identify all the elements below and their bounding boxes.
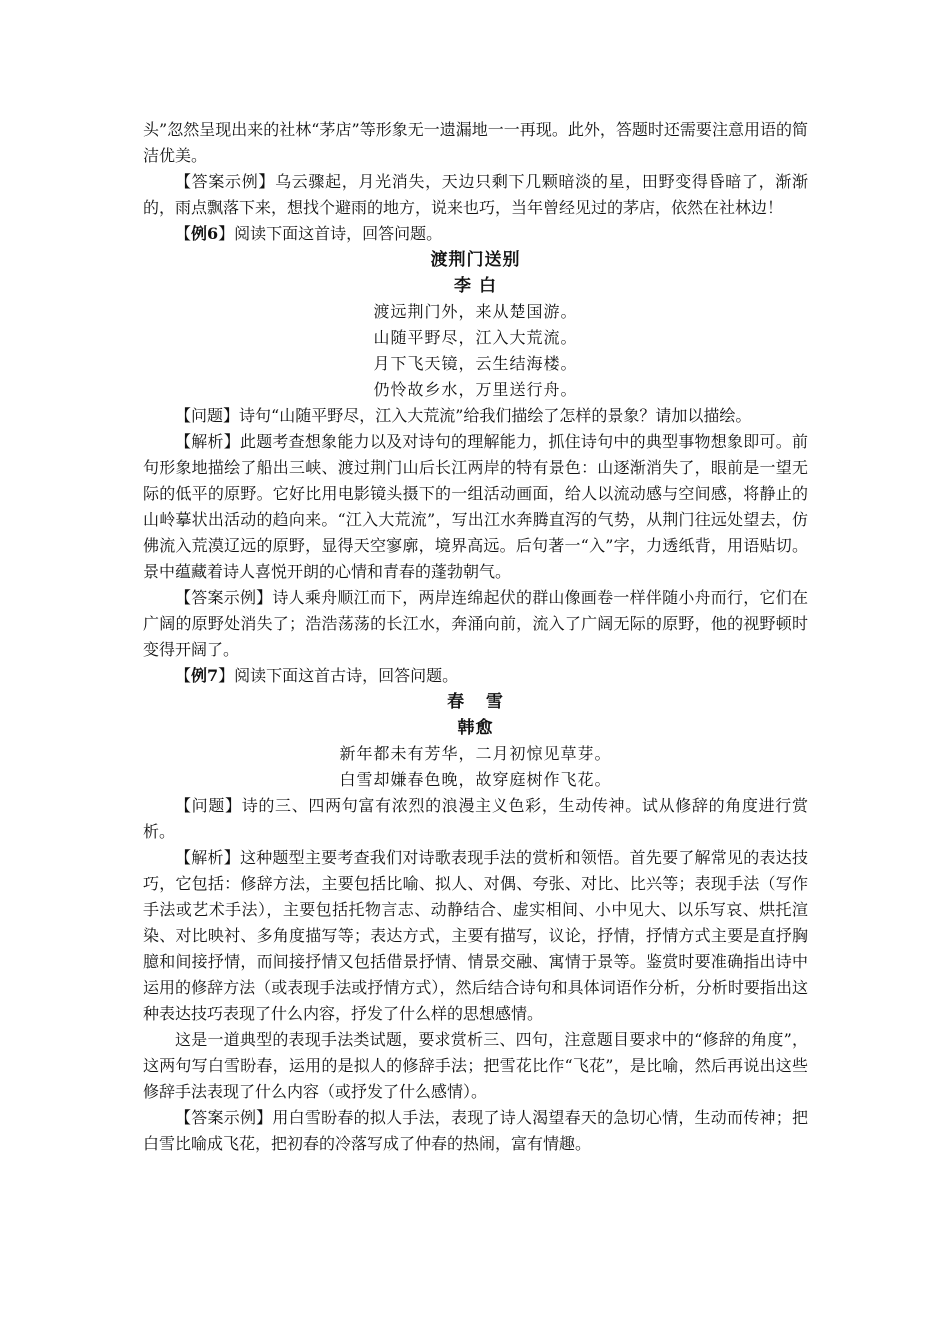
poem-author-1: 李 白	[454, 276, 497, 296]
example-6-heading	[143, 221, 808, 247]
poem-line: 仍怜故乡水，万里送行舟。	[373, 380, 578, 399]
answer-example-7	[143, 1105, 808, 1157]
bracket-open: 【	[175, 666, 192, 685]
analysis-6	[143, 429, 808, 585]
example-7-text: 阅读下面这首古诗，回答问题。	[234, 666, 459, 685]
bracket-open: 【	[175, 224, 192, 243]
example-6-label: 例6	[191, 224, 219, 243]
analysis-7	[143, 845, 808, 1027]
analysis-text: 此题考查想象能力以及对诗句的理解能力，抓住诗句中的典型事物想象即可。前句形象地描绘了船出三峡、渡过荆门山后长江两岸的特有景色：山逐渐消失了，眼前是一望无际的低平的原野。它好比用电影镜头摄下的一组活动画面，给人以流动感与空间感，将静止的山岭摹状出活动的趋向来。“江入大荒流”，写出江水奔腾直泻的气势，从荆门往远处望去，仿佛流入荒漠辽远的原野，显得天空寥廓，境界高远。后句著一“入”字，力透纸背，用语贴切。景中蕴藏着诗人喜悦开朗的心情和青春的蓬勃朝气。	[143, 432, 808, 581]
intro-paragraph: 头”忽然呈现出来的社林“茅店”等形象无一遗漏地一一再现。此外，答题时还需要注意用语的简洁优美。	[143, 120, 808, 165]
example-7-heading	[143, 663, 808, 689]
question-tag: 【问题】	[175, 406, 240, 425]
document-page	[143, 117, 808, 1157]
question-7	[143, 793, 808, 845]
poem-body-1	[143, 299, 808, 403]
poem-title-1: 渡荆门送别	[430, 250, 521, 270]
answer-tag: 【答案示例】	[175, 588, 273, 607]
poem-line: 月下飞天镜，云生结海楼。	[373, 354, 578, 373]
question-6	[143, 403, 808, 429]
explanation-paragraph: 这是一道典型的表现手法类试题，要求赏析三、四句，注意题目要求中的“修辞的角度”，这两句写白雪盼春，运用的是拟人的修辞手法；把雪花比作“飞花”，是比喻，然后再说出这些修辞手法表现了什么内容（或抒发了什么感情）。	[143, 1030, 808, 1101]
question-tag: 【问题】	[175, 796, 242, 815]
analysis-tag: 【解析】	[175, 848, 240, 867]
poem-line: 山随平野尽，江入大荒流。	[373, 328, 578, 347]
answer-text: 诗人乘舟顺江而下，两岸连绵起伏的群山像画卷一样伴随小舟而行，它们在广阔的原野处消失了；浩浩荡荡的长江水，奔涌向前，流入了广阔无际的原野，他的视野顿时变得开阔了。	[143, 588, 808, 659]
analysis-text: 这种题型主要考查我们对诗歌表现手法的赏析和领悟。首先要了解常见的表达技巧，它包括：修辞方法，主要包括比喻、拟人、对偶、夸张、对比、比兴等；表现手法（写作手法或艺术手法），主要包括托物言志、动静结合、虚实相间、小中见大、以乐写哀、烘托渲染、对比映衬、多角度描写等；表达方式，主要有描写，议论，抒情，抒情方式主要是直抒胸臆和间接抒情，而间接抒情又包括借景抒情、情景交融、寓情于景等。鉴赏时要准确指出诗中运用的修辞方法（或表现手法或抒情方式），然后结合诗句和具体词语作分析，分析时要指出这种表达技巧表现了什么内容，抒发了什么样的思想感情。	[143, 848, 808, 1023]
poem-author-2: 韩愈	[457, 718, 494, 738]
question-text: 诗的三、四两句富有浓烈的浪漫主义色彩，生动传神。试从修辞的角度进行赏析。	[143, 796, 808, 841]
example-7-label: 例7	[191, 666, 219, 685]
answer-tag: 【答案示例】	[175, 172, 276, 191]
answer-text: 用白雪盼春的拟人手法，表现了诗人渴望春天的急切心情，生动而传神；把白雪比喻成飞花，把初春的冷落写成了仲春的热闹，富有情趣。	[143, 1108, 808, 1153]
poem-title-2: 春 雪	[447, 692, 504, 712]
poem-line: 渡远荆门外，来从楚国游。	[373, 302, 578, 321]
bracket-close: 】	[218, 224, 235, 243]
analysis-tag: 【解析】	[175, 432, 240, 451]
answer-tag: 【答案示例】	[175, 1108, 273, 1127]
poem-line: 白雪却嫌春色晚，故穿庭树作飞花。	[339, 770, 612, 789]
question-text: 诗句“山随平野尽，江入大荒流”给我们描绘了怎样的景象？请加以描绘。	[239, 406, 752, 425]
poem-line: 新年都未有芳华，二月初惊见草芽。	[339, 744, 612, 763]
answer-text: 乌云骤起，月光消失，天边只剩下几颗暗淡的星，田野变得昏暗了，渐渐的，雨点飘落下来，想找个避雨的地方，说来也巧，当年曾经见过的茅店，依然在社林边！	[143, 172, 808, 217]
answer-example-6	[143, 585, 808, 663]
example-6-text: 阅读下面这首诗，回答问题。	[234, 224, 443, 243]
poem-body-2	[143, 741, 808, 793]
bracket-close: 】	[218, 666, 235, 685]
answer-example-5	[143, 169, 808, 221]
